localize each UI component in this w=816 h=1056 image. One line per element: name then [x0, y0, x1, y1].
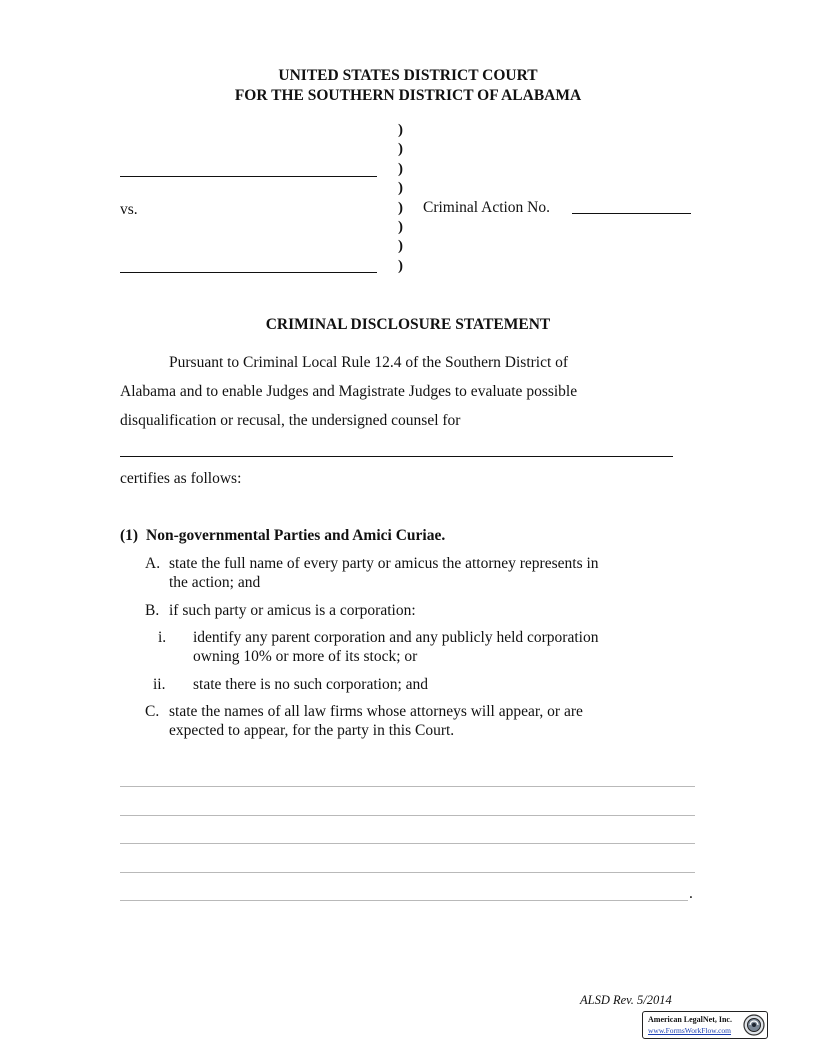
- answer-line[interactable]: [120, 815, 695, 816]
- caption-paren: ): [398, 141, 403, 157]
- caption-paren: ): [398, 161, 403, 177]
- counsel-for-field[interactable]: [120, 456, 673, 457]
- caption-paren: ): [398, 238, 403, 254]
- answer-line[interactable]: [120, 872, 695, 873]
- criminal-action-label: Criminal Action No.: [423, 199, 551, 216]
- item-text: state the full name of every party or amicus the attorney represents in: [169, 555, 599, 572]
- subitem-text: identify any parent corporation and any publicly held corporation: [193, 629, 599, 646]
- item-text: the action; and: [169, 574, 261, 591]
- caption-paren: ): [398, 180, 403, 196]
- answer-end-period: .: [689, 885, 693, 902]
- item-marker: B.: [145, 602, 160, 619]
- intro-line: disqualification or recusal, the undersigned counsel for: [120, 412, 461, 429]
- subitem-text: owning 10% or more of its stock; or: [193, 648, 418, 665]
- versus-label: vs.: [120, 201, 138, 218]
- item-text: expected to appear, for the party in this Court.: [169, 722, 455, 739]
- item-text: if such party or amicus is a corporation:: [169, 602, 416, 619]
- section-number: (1): [120, 527, 139, 544]
- answer-line[interactable]: [120, 843, 695, 844]
- globe-icon: [743, 1014, 765, 1036]
- subitem-marker: ii.: [153, 676, 166, 693]
- revision-label: ALSD Rev. 5/2014: [580, 993, 672, 1007]
- court-name: UNITED STATES DISTRICT COURT: [278, 67, 538, 84]
- item-marker: C.: [145, 703, 160, 720]
- subitem-marker: i.: [158, 629, 167, 646]
- certifies-text: certifies as follows:: [120, 470, 242, 487]
- document-title: CRIMINAL DISCLOSURE STATEMENT: [265, 316, 551, 333]
- criminal-action-number-field[interactable]: [572, 213, 691, 214]
- logo-company-name: American LegalNet, Inc.: [648, 1015, 732, 1024]
- subitem-text: state there is no such corporation; and: [193, 676, 429, 693]
- caption-paren: ): [398, 258, 403, 274]
- plaintiff-name-field[interactable]: [120, 176, 377, 177]
- intro-line: Pursuant to Criminal Local Rule 12.4 of the Southern District of: [169, 354, 569, 371]
- section-heading: Non-governmental Parties and Amici Curiae.: [146, 527, 446, 544]
- caption-paren: ): [398, 122, 403, 138]
- court-district: FOR THE SOUTHERN DISTRICT OF ALABAMA: [234, 87, 582, 104]
- logo-url[interactable]: www.FormsWorkFlow.com: [648, 1026, 732, 1035]
- item-marker: A.: [145, 555, 161, 572]
- publisher-logo[interactable]: [642, 1011, 768, 1039]
- answer-line[interactable]: [120, 900, 688, 901]
- caption-paren: ): [398, 219, 403, 235]
- item-text: state the names of all law firms whose attorneys will appear, or are: [169, 703, 583, 720]
- answer-line[interactable]: [120, 786, 695, 787]
- caption-paren: ): [398, 200, 403, 216]
- intro-line: Alabama and to enable Judges and Magistrate Judges to evaluate possible: [120, 383, 578, 400]
- defendant-name-field[interactable]: [120, 272, 377, 273]
